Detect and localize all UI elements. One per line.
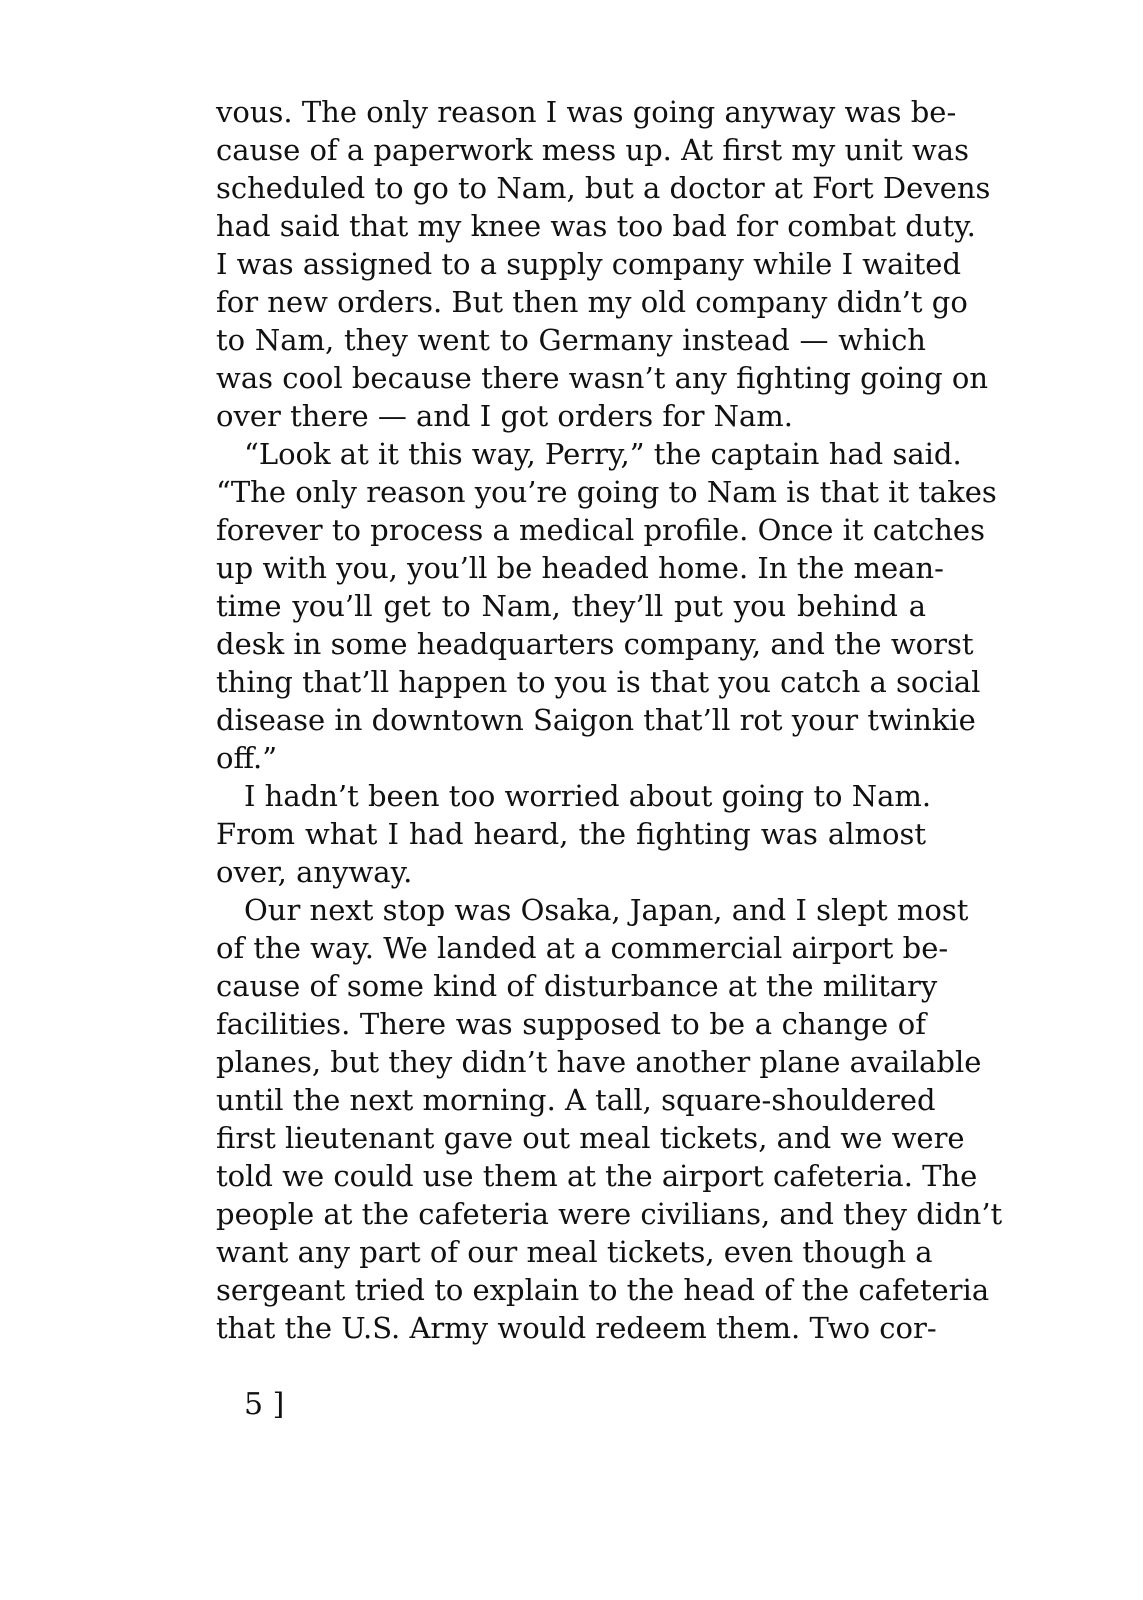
text-line: first lieutenant gave out meal tickets, and we were [216,1121,965,1155]
text-line: facilities. There was supposed to be a change of [216,1007,926,1041]
text-line: was cool because there wasn’t any fighting going on [216,361,988,395]
text-line: scheduled to go to Nam, but a doctor at Fort Devens [216,171,991,205]
text-line: desk in some headquarters company, and the worst [216,627,974,661]
text-line: until the next morning. A tall, square-shouldered [216,1083,936,1117]
text-line: for new orders. But then my old company didn’t go [216,285,968,319]
text-line: vous. The only reason I was going anyway was be- [216,95,957,129]
text-line: I hadn’t been too worried about going to Nam. [244,779,932,813]
text-line: planes, but they didn’t have another plane available [216,1045,982,1079]
text-line: over there — and I got orders for Nam. [216,399,794,433]
text-line: people at the cafeteria were civilians, and they didn’t [216,1197,1003,1231]
text-line: up with you, you’ll be headed home. In the mean- [216,551,944,585]
text-line: disease in downtown Saigon that’ll rot your twinkie [216,703,976,737]
text-line: of the way. We landed at a commercial airport be- [216,931,949,965]
text-line: From what I had heard, the fighting was almost [216,817,926,851]
text-line: forever to process a medical profile. Once it catches [216,513,985,547]
text-line: Our next stop was Osaka, Japan, and I slept most [244,893,969,927]
text-line: sergeant tried to explain to the head of the cafeteria [216,1273,990,1307]
text-line: to Nam, they went to Germany instead — which [216,323,926,357]
text-line: thing that’ll happen to you is that you catch a social [216,665,981,699]
text-line: “Look at it this way, Perry,” the captain had said. [244,437,962,471]
text-line: want any part of our meal tickets, even though a [216,1235,933,1269]
text-line: off.” [216,741,278,775]
page-number: 5 ] [244,1387,285,1422]
body-text [216,93,1003,1347]
text-line: “The only reason you’re going to Nam is that it takes [216,475,997,509]
text-line: cause of some kind of disturbance at the military [216,969,938,1003]
text-line: cause of a paperwork mess up. At first my unit was [216,133,969,167]
text-line: over, anyway. [216,855,413,889]
text-line: I was assigned to a supply company while I waited [216,247,962,281]
text-line: time you’ll get to Nam, they’ll put you behind a [216,589,926,623]
text-line: had said that my knee was too bad for combat duty. [216,209,976,243]
text-line: told we could use them at the airport cafeteria. The [216,1159,978,1193]
text-line: that the U.S. Army would redeem them. Two cor- [216,1311,937,1345]
